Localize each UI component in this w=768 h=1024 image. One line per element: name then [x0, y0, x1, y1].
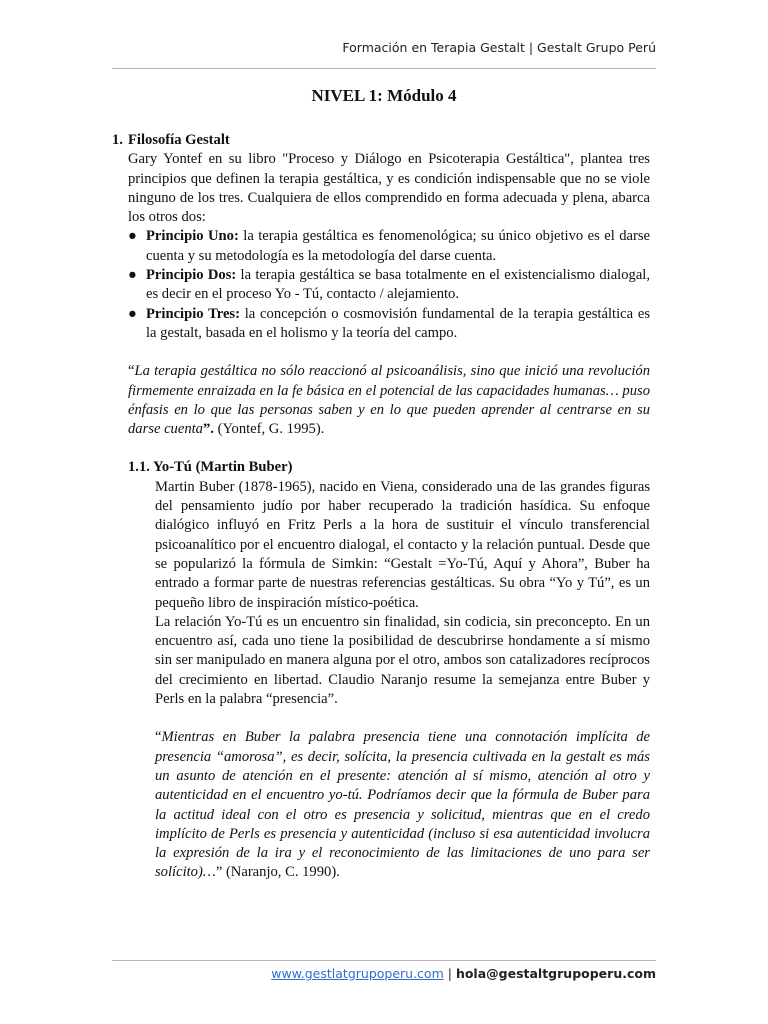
- page-header: Formación en Terapia Gestalt | Gestalt Grupo Perú: [342, 40, 656, 55]
- page-footer: [112, 966, 656, 981]
- list-item: [128, 305, 650, 344]
- quote-text: La terapia gestáltica no sólo reaccionó al psicoanálisis, sino que inició una revolución firmemente enraizada en la fe básica en el potencial de las capacidades humanas… puso énfasis en lo que las personas saben y en lo que pueden aprender al centrarse en su darse cuenta: [128, 363, 650, 438]
- website-link[interactable]: www.gestlatgrupoperu.com: [271, 966, 444, 981]
- bullet-icon: ●: [128, 228, 137, 245]
- list-item: [128, 266, 650, 305]
- header-divider: [112, 68, 656, 69]
- section-heading: [112, 131, 650, 150]
- quote-text: Mientras en Buber la palabra presencia tiene una connotación implícita de presencia “amorosa”, es decir, solícita, la presencia cultivada en la gestalt es más un asunto de atención en el presente: atención al sí mismo, atención al otro y autenticidad en el encuentro yo-tú. Podríamos decir que la fórmula de Buber para la actitud ideal con el otro es presencia y solicitud, mientras que en el credo implícito de Perls es presencia y autenticidad (incluso si esa autenticidad involucra la expresión de la ira y el reconocimiento de las limitaciones de uno para ser solícito)…: [155, 729, 650, 881]
- quote-close: ”: [215, 864, 223, 881]
- buber-paragraph-2: La relación Yo-Tú es un encuentro sin finalidad, sin codicia, sin preconcepto. En un encuentro así, cada uno tiene la posibilidad de descubrirse hondamente a sí mismo sin ser manipulado en manera alguna por el otro, ambos son catalizadores recíprocos del crecimiento en libertad. Claudio Naranjo resume la semejanza entre Buber y Perls en la palabra “presencia”.: [155, 613, 650, 708]
- footer-divider: [112, 960, 656, 961]
- quote-open: “: [155, 729, 162, 746]
- principle-label: Principio Tres:: [146, 305, 240, 322]
- yontef-quote: [128, 362, 650, 439]
- quote-open: “: [128, 363, 135, 380]
- section-title: Filosofía Gestalt: [128, 132, 230, 148]
- page-title: NIVEL 1: Módulo 4: [311, 86, 457, 105]
- naranjo-quote: [155, 728, 650, 882]
- section-number: 1.: [112, 132, 123, 148]
- principle-label: Principio Dos:: [146, 267, 237, 284]
- section-intro: Gary Yontef en su libro "Proceso y Diálogo en Psicoterapia Gestáltica", plantea tres principios que definen la terapia gestáltica, y es condición indispensable que no se viole ninguno de los tres. Cualquiera de ellos comprendido en forma adecuada y plena, abarca los otros dos:: [128, 151, 650, 226]
- buber-paragraph-1: Martin Buber (1878-1965), nacido en Viena, considerado una de las grandes figuras del pensamiento judío por haber recuperado la tradición hasídica. Su enfoque dialógico influyó en Fritz Perls a la hora de sustituir el vínculo transferencial psicoanalítico por el encuentro dialogal, el contacto y la relación puntual. Desde que se popularizó la fórmula de Simkin: “Gestalt =Yo-Tú, Aquí y Ahora”, Buber ha entrado a formar parte de nuestras referencias gestálticas. Su obra “Yo y Tú”, es un pequeño libro de inspiración místico-poética.: [155, 478, 650, 611]
- list-item: [128, 227, 650, 266]
- subsection-heading: 1.1. Yo-Tú (Martin Buber): [128, 459, 293, 476]
- principle-text: la terapia gestáltica es fenomenológica; su único objetivo es el darse cuenta y su metodología es la metodología del darse cuenta.: [146, 228, 650, 264]
- quote-close: ”.: [202, 421, 214, 438]
- bullet-icon: ●: [128, 305, 137, 322]
- quote-citation: (Naranjo, C. 1990).: [222, 864, 340, 881]
- principles-list: [128, 227, 650, 343]
- email-link[interactable]: hola@gestaltgrupoperu.com: [455, 966, 656, 981]
- document-body: [112, 131, 650, 883]
- bullet-icon: ●: [128, 267, 137, 284]
- footer-separator: |: [443, 966, 456, 981]
- principle-text: la terapia gestáltica se basa totalmente en el existencialismo dialogal, es decir en el proceso Yo - Tú, contacto / alejamiento.: [146, 267, 651, 303]
- principle-text: la concepción o cosmovisión fundamental de la terapia gestáltica es la gestalt, basada en el holismo y la teoría del campo.: [146, 305, 651, 341]
- quote-citation: (Yontef, G. 1995).: [213, 421, 325, 438]
- principle-label: Principio Uno:: [146, 228, 239, 245]
